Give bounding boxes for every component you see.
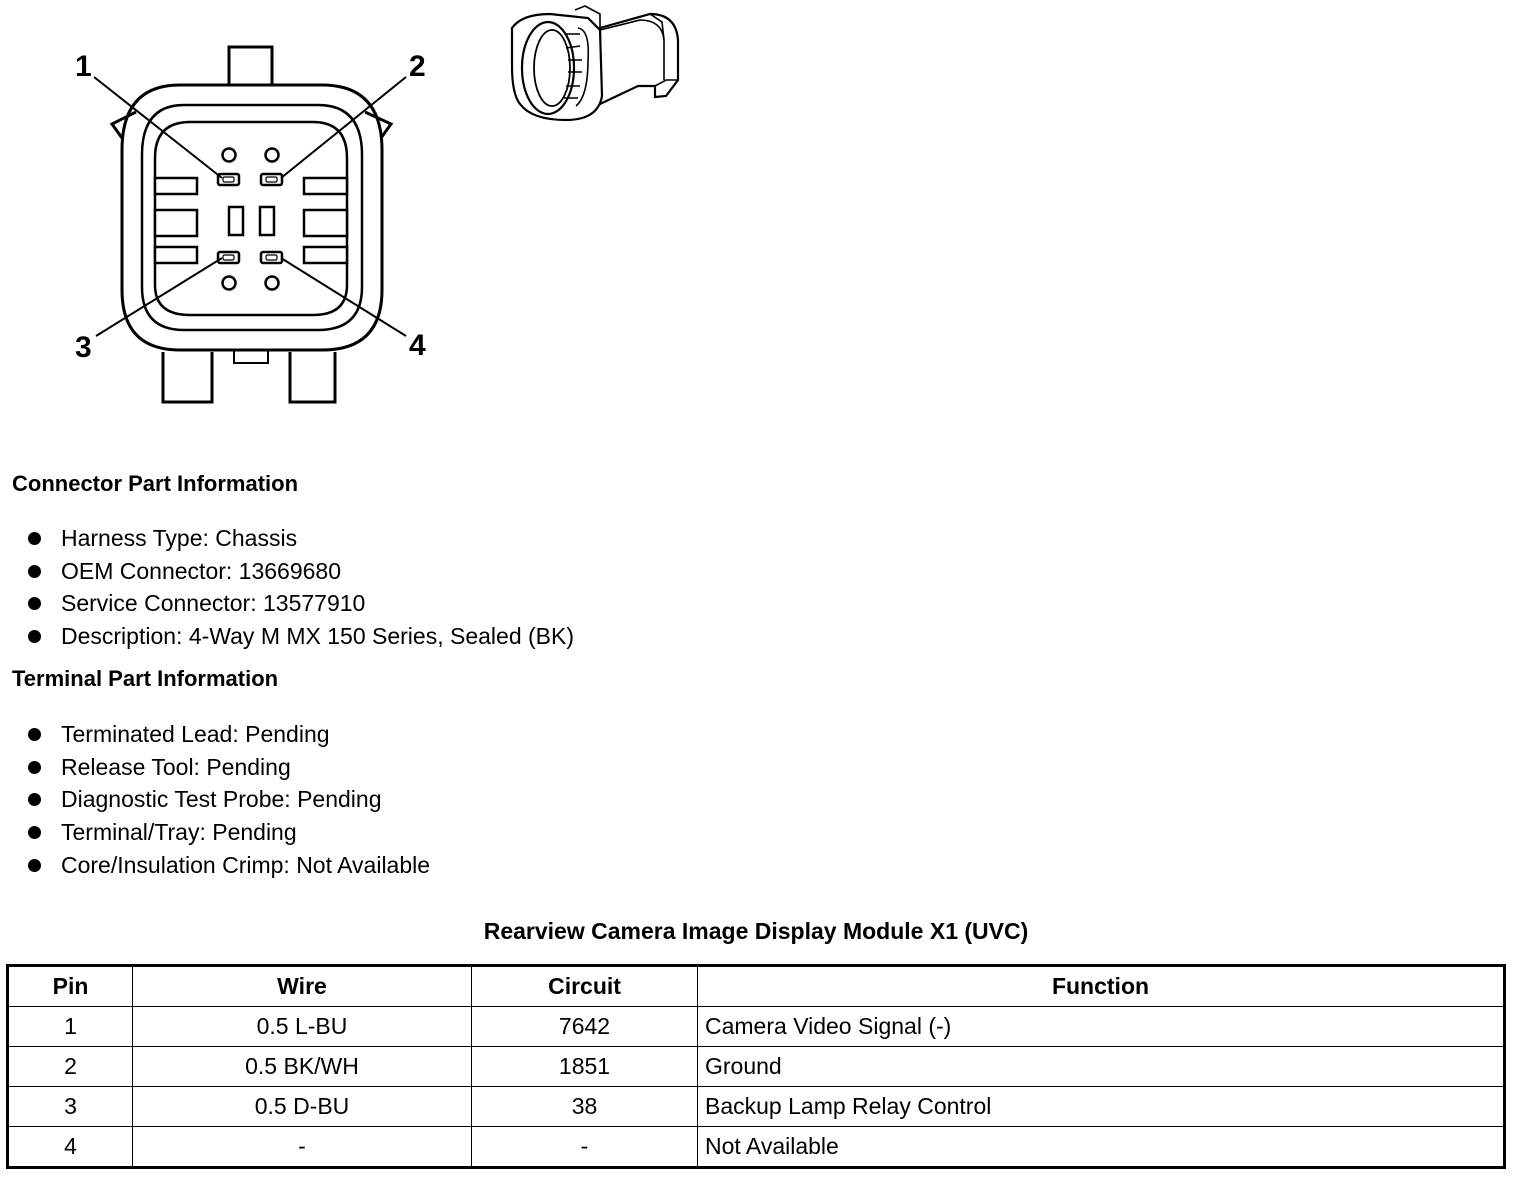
terminal-info-title: Terminal Part Information: [12, 666, 279, 691]
cell-circuit: 7642: [472, 1007, 698, 1047]
connector-info-list: [28, 522, 574, 653]
pin-callout-2: 2: [409, 50, 426, 83]
column-header-pin: Pin: [8, 966, 133, 1007]
rib-right-2: [304, 210, 347, 236]
hole-top-right: [266, 149, 279, 162]
table-row: [8, 1047, 1505, 1087]
rib-left-3: [155, 247, 197, 263]
cell-wire: 0.5 L-BU: [133, 1007, 472, 1047]
bottom-left-leg: [163, 352, 212, 402]
rib-right-1: [304, 178, 347, 194]
cell-circuit: -: [472, 1127, 698, 1168]
rib-left-2: [155, 210, 197, 236]
pin-callout-3: 3: [75, 331, 92, 364]
cell-wire: 0.5 BK/WH: [133, 1047, 472, 1087]
bullet-icon: [28, 826, 41, 839]
list-item-label: Description: 4-Way M MX 150 Series, Sealed (BK): [61, 623, 574, 650]
column-header-wire: Wire: [133, 966, 472, 1007]
list-item: [28, 620, 574, 653]
terminal-info-list: [28, 718, 430, 881]
hole-bottom-right: [266, 277, 279, 290]
pinout-table: [6, 964, 1506, 1169]
table-row: [8, 1127, 1505, 1168]
terminal-2: [261, 174, 282, 185]
list-item: [28, 587, 574, 620]
cell-pin: 4: [8, 1127, 133, 1168]
cell-pin: 1: [8, 1007, 133, 1047]
list-item: [28, 816, 430, 849]
cell-function: Not Available: [698, 1127, 1505, 1168]
column-header-circuit: Circuit: [472, 966, 698, 1007]
cell-wire: -: [133, 1127, 472, 1168]
bullet-icon: [28, 761, 41, 774]
table-title: Rearview Camera Image Display Module X1 (UVC): [483, 918, 1029, 944]
terminal-1: [218, 174, 239, 185]
center-block-right: [260, 207, 274, 235]
list-item: [28, 522, 574, 555]
list-item-label: Terminated Lead: Pending: [61, 721, 330, 747]
table-header-row: [8, 966, 1505, 1007]
connector-info-title: Connector Part Information: [12, 471, 299, 496]
table-row: [8, 1087, 1505, 1127]
cell-circuit: 1851: [472, 1047, 698, 1087]
list-item-label: Service Connector: 13577910: [61, 590, 366, 617]
cell-pin: 3: [8, 1087, 133, 1127]
bullet-icon: [28, 728, 41, 741]
list-item-label: Terminal/Tray: Pending: [61, 819, 297, 846]
connector-3d-view: [512, 6, 678, 120]
pin-callout-1: 1: [75, 50, 92, 83]
list-item-label: Harness Type: Chassis: [61, 525, 298, 551]
terminal-4: [261, 252, 282, 263]
list-item-label: OEM Connector: 13669680: [61, 557, 342, 584]
cell-circuit: 38: [472, 1087, 698, 1127]
bullet-icon: [28, 630, 41, 643]
cell-function: Ground: [698, 1047, 1505, 1087]
bullet-icon: [28, 597, 41, 610]
bullet-icon: [28, 859, 41, 872]
bullet-icon: [28, 532, 41, 545]
bottom-right-leg: [290, 352, 335, 402]
rib-right-3: [304, 247, 347, 263]
column-header-function: Function: [698, 966, 1505, 1007]
list-item: [28, 751, 430, 784]
bullet-icon: [28, 793, 41, 806]
bullet-icon: [28, 565, 41, 578]
connector-diagram: [0, 0, 700, 420]
hole-bottom-left: [223, 277, 236, 290]
list-item-label: Core/Insulation Crimp: Not Available: [61, 851, 431, 878]
list-item: [28, 783, 430, 816]
table-row: [8, 1007, 1505, 1047]
cell-function: Backup Lamp Relay Control: [698, 1087, 1505, 1127]
cell-pin: 2: [8, 1047, 133, 1087]
list-item: [28, 718, 430, 751]
list-item: [28, 555, 574, 588]
rib-left-1: [155, 178, 197, 194]
cell-function: Camera Video Signal (-): [698, 1007, 1505, 1047]
center-block-left: [229, 207, 243, 235]
bottom-notch: [234, 350, 268, 363]
pin-callout-4: 4: [409, 329, 426, 362]
list-item: [28, 849, 430, 882]
list-item-label: Release Tool: Pending: [61, 753, 291, 780]
list-item-label: Diagnostic Test Probe: Pending: [61, 786, 382, 813]
hole-top-left: [223, 149, 236, 162]
top-lock-tab: [229, 47, 272, 85]
cell-wire: 0.5 D-BU: [133, 1087, 472, 1127]
